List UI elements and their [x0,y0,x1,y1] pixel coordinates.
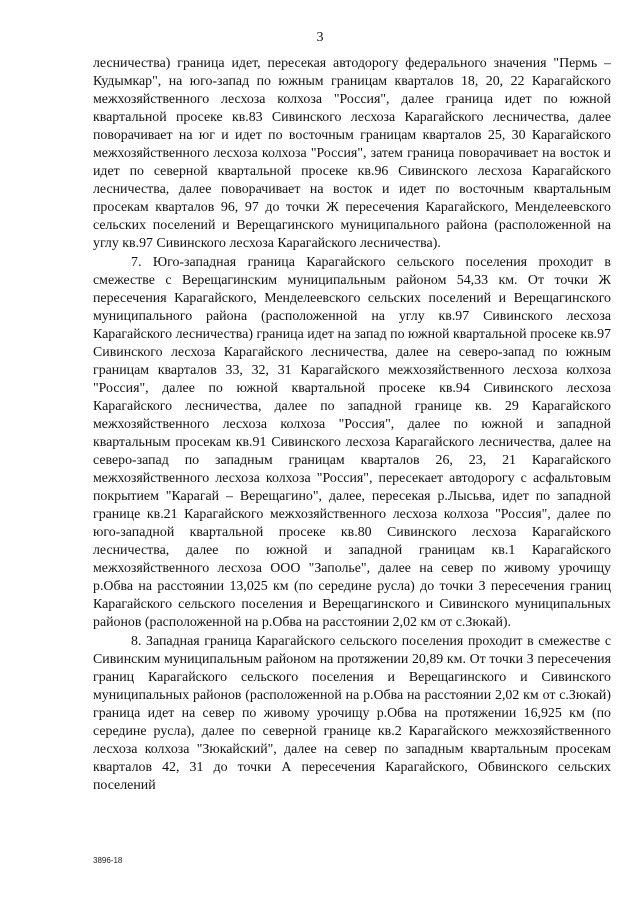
document-body [93,55,611,795]
paragraph-section-7: 7. Юго-западная граница Карагайского сельского поселения проходит в смежестве с Верещагинским муниципальным районом 54,33 км. От точки Ж пересечения Карагайского, Менделеевского сельских поселений и Верещагинского муниципального района (расположенной на углу кв.97 Сивинского лесхоза Карагайского лесничества) граница идет на запад по южной квартальной просеке кв.97 Сивинского лесхоза Карагайского лесничества, далее на северо-запад по южным границам кварталов 33, 32, 31 Карагайского межхозяйственного лесхоза колхоза "Россия", далее по южной квартальной просеке кв.94 Сивинского лесхоза Карагайского лесничества, далее по западной границе кв. 29 Карагайского межхозяйственного лесхоза колхоза "Россия", далее по южной и западной квартальным просекам кв.91 Сивинского лесхоза Карагайского лесничества, далее на северо-запад по западным границам кварталов 26, 23, 21 Карагайского межхозяйственного лесхоза колхоза "Россия", пересекает автодорогу с асфальтовым покрытием "Карагай – Верещагино", далее, пересекая р.Лысьва, идет по западной границе кв.21 Карагайского межхозяйственного лесхоза колхоза "Россия", далее по юго-западной квартальной просеке кв.80 Сивинского лесхоза Карагайского лесничества, далее по южной и западной границам кв.1 Карагайского межхозяйственного лесхоза ООО "Заполье", далее на север по живому урочищу р.Обва на расстоянии 13,025 км (по середине русла) до точки З пересечения границ Карагайского сельского поселения и Верещагинского и Сивинского муниципальных районов (расположенной на р.Обва на расстоянии 2,02 км от с.Зюкай). [93,254,611,631]
page-number: 3 [316,30,324,45]
paragraph-continuation: лесничества) граница идет, пересекая автодорогу федерального значения "Пермь – Кудымкар", на юго-запад по южным границам кварталов 18, 20, 22 Карагайского межхозяйственного лесхоза колхоза "Россия", далее граница идет по южной квартальной просеке кв.83 Сивинского лесхоза Карагайского лесничества, далее поворачивает на юг и идет по восточным границам кварталов 25, 30 Карагайского межхозяйственного лесхоза колхоза "Россия", затем граница поворачивает на восток и идет по северной квартальной просеке кв.96 Сивинского лесхоза Карагайского лесничества, далее поворачивает на восток и идет по восточным квартальным просекам кварталов 96, 97 до точки Ж пересечения Карагайского, Менделеевского сельских поселений и Верещагинского муниципального района (расположенной на углу кв.97 Сивинского лесхоза Карагайского лесничества). [93,56,611,252]
document-code: 3896-18 [93,856,123,865]
paragraph-section-8: 8. Западная граница Карагайского сельского поселения проходит в смежестве с Сивинским муниципальным районом на протяжении 20,89 км. От точки З пересечения границ Карагайского сельского поселения и Верещагинского и Сивинского муниципальных районов (расположенной на р.Обва на расстоянии 2,02 км от с.Зюкай) граница идет на север по живому урочищу р.Обва на протяжении 16,925 км (по середине русла), далее по северной границе кв.2 Карагайского межхозяйственного лесхоза колхоза "Зюкайский", далее на север по западным квартальным просекам кварталов 42, 31 до точки А пересечения Карагайского, Обвинского сельских поселений [93,633,611,793]
